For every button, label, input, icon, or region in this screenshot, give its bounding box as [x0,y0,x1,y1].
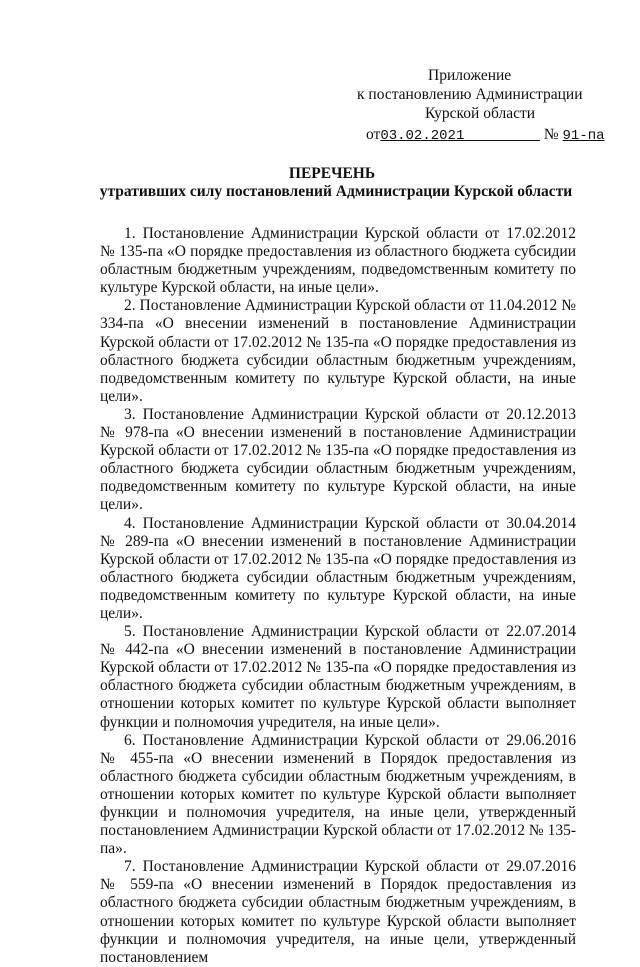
appendix-reference: к постановлению Администрации [357,86,583,103]
list-item: 4. Постановление Администрации Курской области от 30.04.2014 № 289-па «О внесении изменений в постановление Администрации Курской области от 17.02.2012 № 135-па «О порядке предоставления из областного бюджета субсидии областным бюджетным учреждениям, подведомственным комитету по культуре Курской области, на иные цели». [100,514,576,622]
decree-list [100,225,576,967]
document-number: 91-па [562,128,605,144]
date-underline [464,128,540,144]
appendix-region: Курской области [425,105,536,122]
list-item: 6. Постановление Администрации Курской области от 29.06.2016 № 455-па «О внесении изменений в Порядок предоставления из областного бюджета субсидии областным бюджетным учреждениям, в отношении которых комитет по культуре Курской области выполняет функции и полномочия учредителя, на иные цели, утвержденный постановлением Администрации Курской области от 17.02.2012 № 135-па». [100,731,576,858]
appendix-date-number [340,125,605,146]
list-item: 7. Постановление Администрации Курской области от 29.07.2016 № 559-па «О внесении изменений в Порядок предоставления из областного бюджета субсидии областным бюджетным учреждениям, в отношении которых комитет по культуре Курской области выполняет функции и полномочия учредителя, на иные цели, утвержденный постановлением [100,858,576,966]
list-subtitle: утративших силу постановлений Администрации Курской области [99,183,573,200]
list-title: ПЕРЕЧЕНЬ [288,165,376,182]
appendix-title: Приложение [428,67,512,84]
list-item: 2. Постановление Администрации Курской области от 11.04.2012 № 334-па «О внесении изменений в постановление Администрации Курской области от 17.02.2012 № 135-па «О порядке предоставления из областного бюджета субсидии областным бюджетным учреждениям, подведомственным комитету по культуре Курской области, на иные цели». [100,297,576,405]
date-prefix: от [366,126,381,143]
list-item: 5. Постановление Администрации Курской области от 22.07.2014 № 442-па «О внесении изменений в постановление Администрации Курской области от 17.02.2012 № 135-па «О порядке предоставления из областного бюджета субсидии областным бюджетным учреждениям, в отношении которых комитет по культуре Курской области выполняет функции и полномочия учредителя, на иные цели». [100,623,576,731]
document-date: 03.02.2021 [380,128,465,144]
list-item: 3. Постановление Администрации Курской области от 20.12.2013 № 978-па «О внесении изменений в постановление Администрации Курской области от 17.02.2012 № 135-па «О порядке предоставления из областного бюджета субсидии областным бюджетным учреждениям, подведомственным комитету по культуре Курской области, на иные цели». [100,405,576,514]
appendix-header [340,66,605,146]
number-prefix: № [543,126,559,143]
list-item: 1. Постановление Администрации Курской области от 17.02.2012 № 135-па «О порядке предоставления из областного бюджета субсидии областным бюджетным учреждениям, подведомственным комитету по культуре Курской области, на иные цели». [100,225,576,297]
